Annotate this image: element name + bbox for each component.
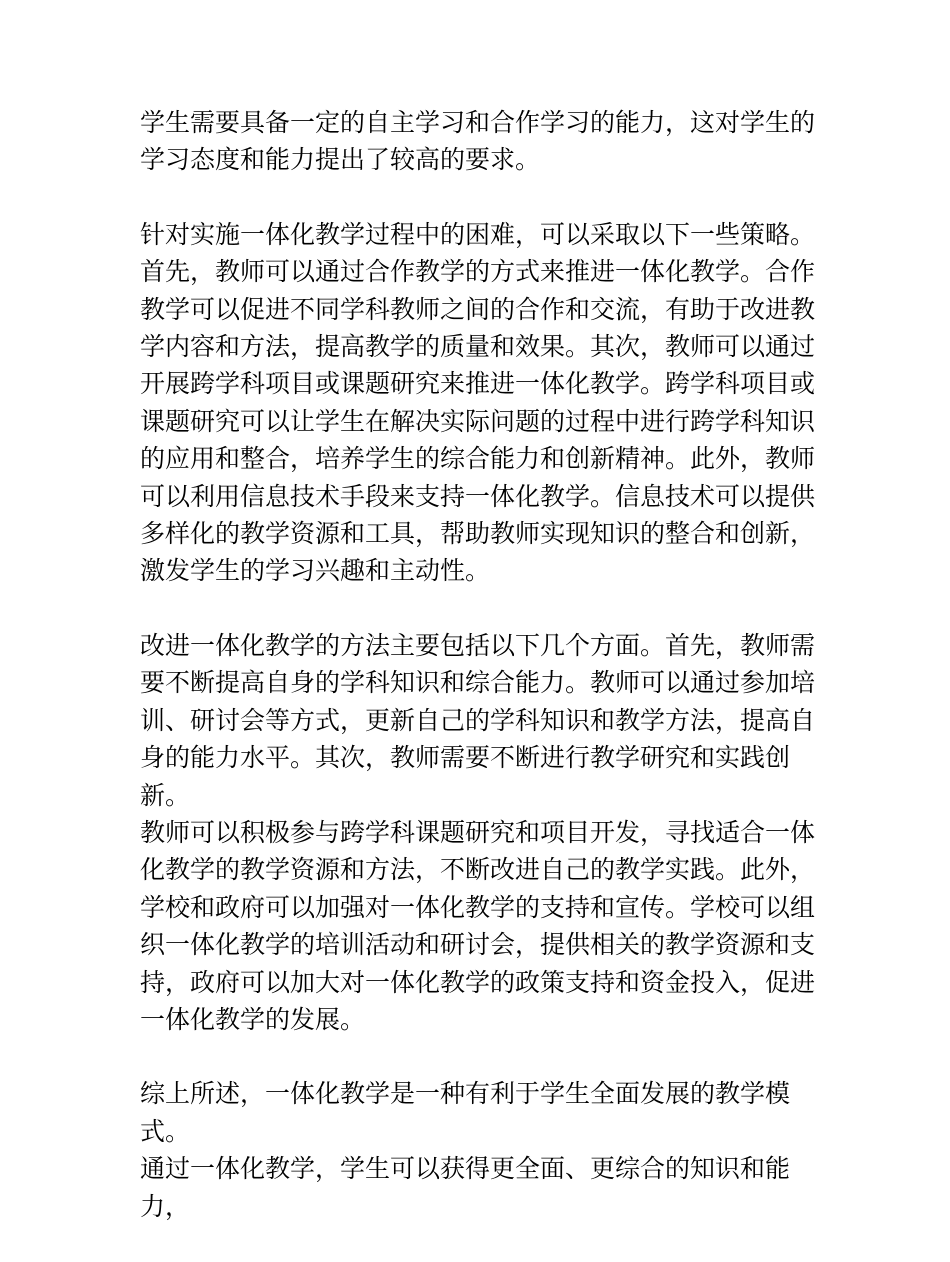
paragraph-4: 综上所述，一体化教学是一种有利于学生全面发展的教学模式。 通过一体化教学，学生可以获得更全面、更综合的知识和能力， bbox=[140, 1079, 791, 1221]
document-body bbox=[140, 104, 830, 1262]
paragraph-3: 改进一体化教学的方法主要包括以下几个方面。首先，教师需 要不断提高自身的学科知识和综合能力。教师可以通过参加培 训、研讨会等方式，更新自己的学科知识和教学方法，提高自 身的能力水平。其次，教师需要不断进行教学研究和实践创新。 教师可以积极参与跨学科课题研究和项目开发，寻找适合一体 化教学的教学资源和方法，不断改进自己的教学实践。此外， 学校和政府可以加强对一体化教学的支持和宣传。学校可以组 织一体化教学的培训活动和研讨会，提供相关的教学资源和支 持，政府可以加大对一体化教学的政策支持和资金投入，促进 一体化教学的发展。 bbox=[140, 630, 816, 1034]
paragraph-2: 针对实施一体化教学过程中的困难，可以采取以下一些策略。 首先，教师可以通过合作教学的方式来推进一体化教学。合作 教学可以促进不同学科教师之间的合作和交流，有助于改进教 学内容和方法，提高教学的质量和效果。其次，教师可以通过 开展跨学科项目或课题研究来推进一体化教学。跨学科项目或 课题研究可以让学生在解决实际问题的过程中进行跨学科知识 的应用和整合，培养学生的综合能力和创新精神。此外，教师 可以利用信息技术手段来支持一体化教学。信息技术可以提供 多样化的教学资源和工具，帮助教师实现知识的整合和创新， 激发学生的学习兴趣和主动性。 bbox=[140, 219, 816, 586]
paragraph-1: 学生需要具备一定的自主学习和合作学习的能力，这对学生的 学习态度和能力提出了较高的要求。 bbox=[140, 108, 816, 175]
